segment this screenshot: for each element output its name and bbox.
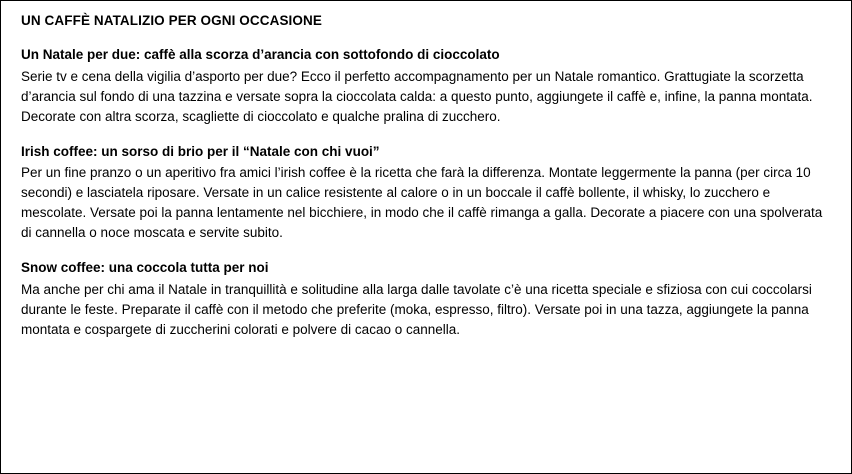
recipe-body: Ma anche per chi ama il Natale in tranquillità e solitudine alla larga dalle tavolate c’è una ricetta speciale e sfiziosa con cui coccolarsi durante le feste. Preparate il caffè con il metodo che preferite (moka, espresso, filtro). Versate poi in una tazza, aggiungete la panna montata e cospargete di zuccherini colorati e polvere di cacao o cannella.: [21, 281, 812, 337]
recipe-heading: Irish coffee: un sorso di brio per il “Natale con chi vuoi”: [21, 143, 380, 159]
recipe-section-1: [21, 45, 833, 126]
recipe-body: Per un fine pranzo o un aperitivo fra amici l’irish coffee è la ricetta che farà la differenza. Montate leggermente la panna (per circa 10 secondi) e lasciatela riposare. Versate in un calice resistente al calore o in un boccale il caffè bollente, il whisky, lo zucchero e mescolate. Versate poi la panna lentamente nel bicchiere, in modo che il caffè rimanga a galla. Decorate a piacere con una spolverata di cannella o noce moscata e servite subito.: [21, 165, 823, 241]
recipe-section-3: [21, 258, 833, 339]
recipe-section-2: [21, 142, 833, 243]
recipe-heading: Snow coffee: una coccola tutta per noi: [21, 260, 269, 276]
page-title: UN CAFFÈ NATALIZIO PER OGNI OCCASIONE: [21, 13, 322, 28]
recipe-body: Serie tv e cena della vigilia d’asporto per due? Ecco il perfetto accompagnamento per un Natale romantico. Grattugiate la scorzetta d’arancia sul fondo di una tazzina e versate sopra la cioccolata calda: a questo punto, aggiungete il caffè e, infine, la panna montata. Decorate con altra scorza, scagliette di cioccolato e qualche pralina di zucchero.: [21, 68, 813, 124]
recipe-heading: Un Natale per due: caffè alla scorza d’arancia con sottofondo di cioccolato: [21, 47, 500, 63]
